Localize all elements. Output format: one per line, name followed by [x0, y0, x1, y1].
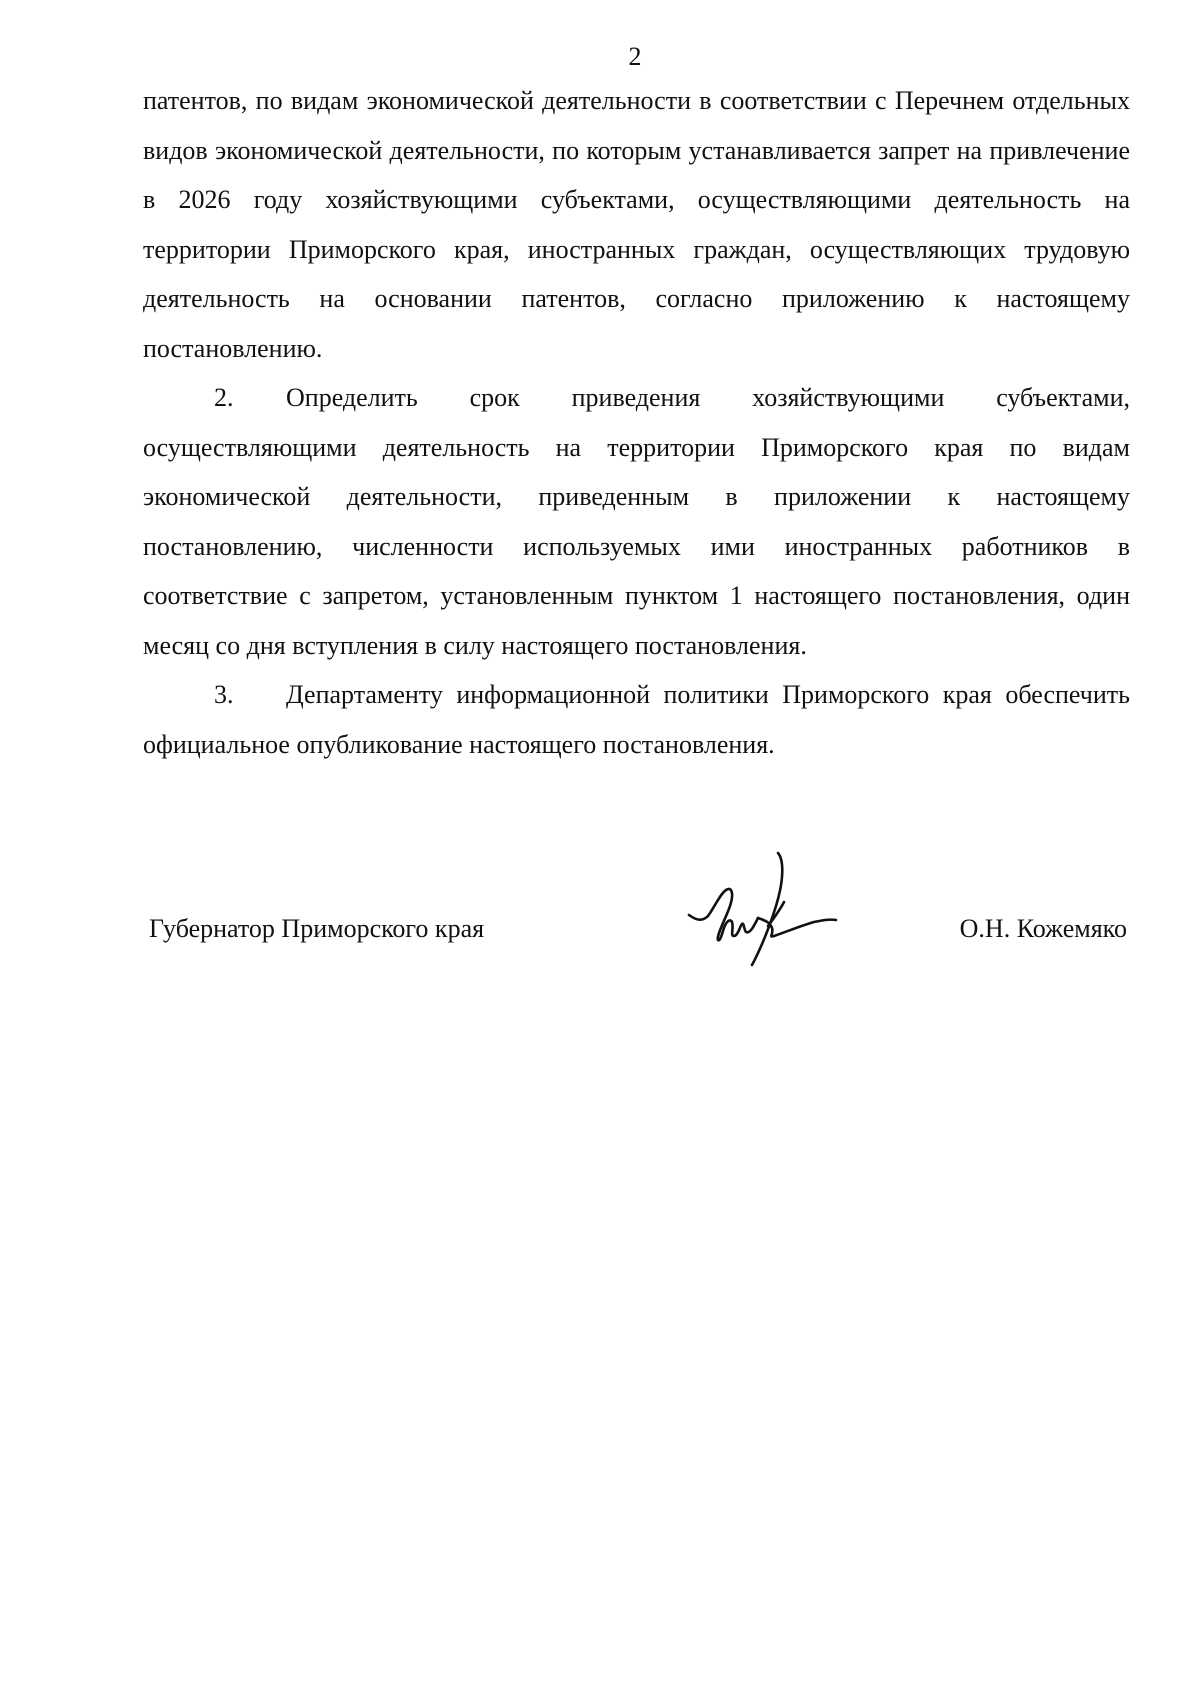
paragraph-item-3: [143, 670, 1130, 769]
page-number: 2: [628, 42, 642, 71]
paragraph-text: Департаменту информационной политики Приморского края обеспечить официальное опубликование настоящего постановления.: [143, 680, 1130, 759]
paragraph-text: Определить срок приведения хозяйствующими субъектами, осуществляющими деятельность на территории Приморского края по видам экономической деятельности, приведенным в приложении к настоящему постановлению, численности используемых ими иностранных работников в соответствие с запретом, установленным пунктом 1 настоящего постановления, один месяц со дня вступления в силу настоящего постановления.: [143, 383, 1130, 660]
signatory-name: О.Н. Кожемяко: [959, 914, 1127, 943]
paragraph-number: 3.: [214, 680, 234, 709]
paragraph-continuation: патентов, по видам экономической деятельности в соответствии с Перечнем отдельных видов экономической деятельности, по которым устанавливается запрет на привлечение в 2026 году хозяйствующими субъектами, осуществляющими деятельность на территории Приморского края, иностранных граждан, осуществляющих трудовую деятельность на основании патентов, согласно приложению к настоящему постановлению.: [143, 86, 1130, 363]
handwritten-signature: [680, 850, 850, 980]
document-body: [143, 76, 1130, 769]
paragraph-item-2: [143, 373, 1130, 670]
signature-block: [0, 850, 1200, 980]
signatory-title: Губернатор Приморского края: [149, 914, 485, 943]
paragraph-number: 2.: [214, 383, 234, 412]
